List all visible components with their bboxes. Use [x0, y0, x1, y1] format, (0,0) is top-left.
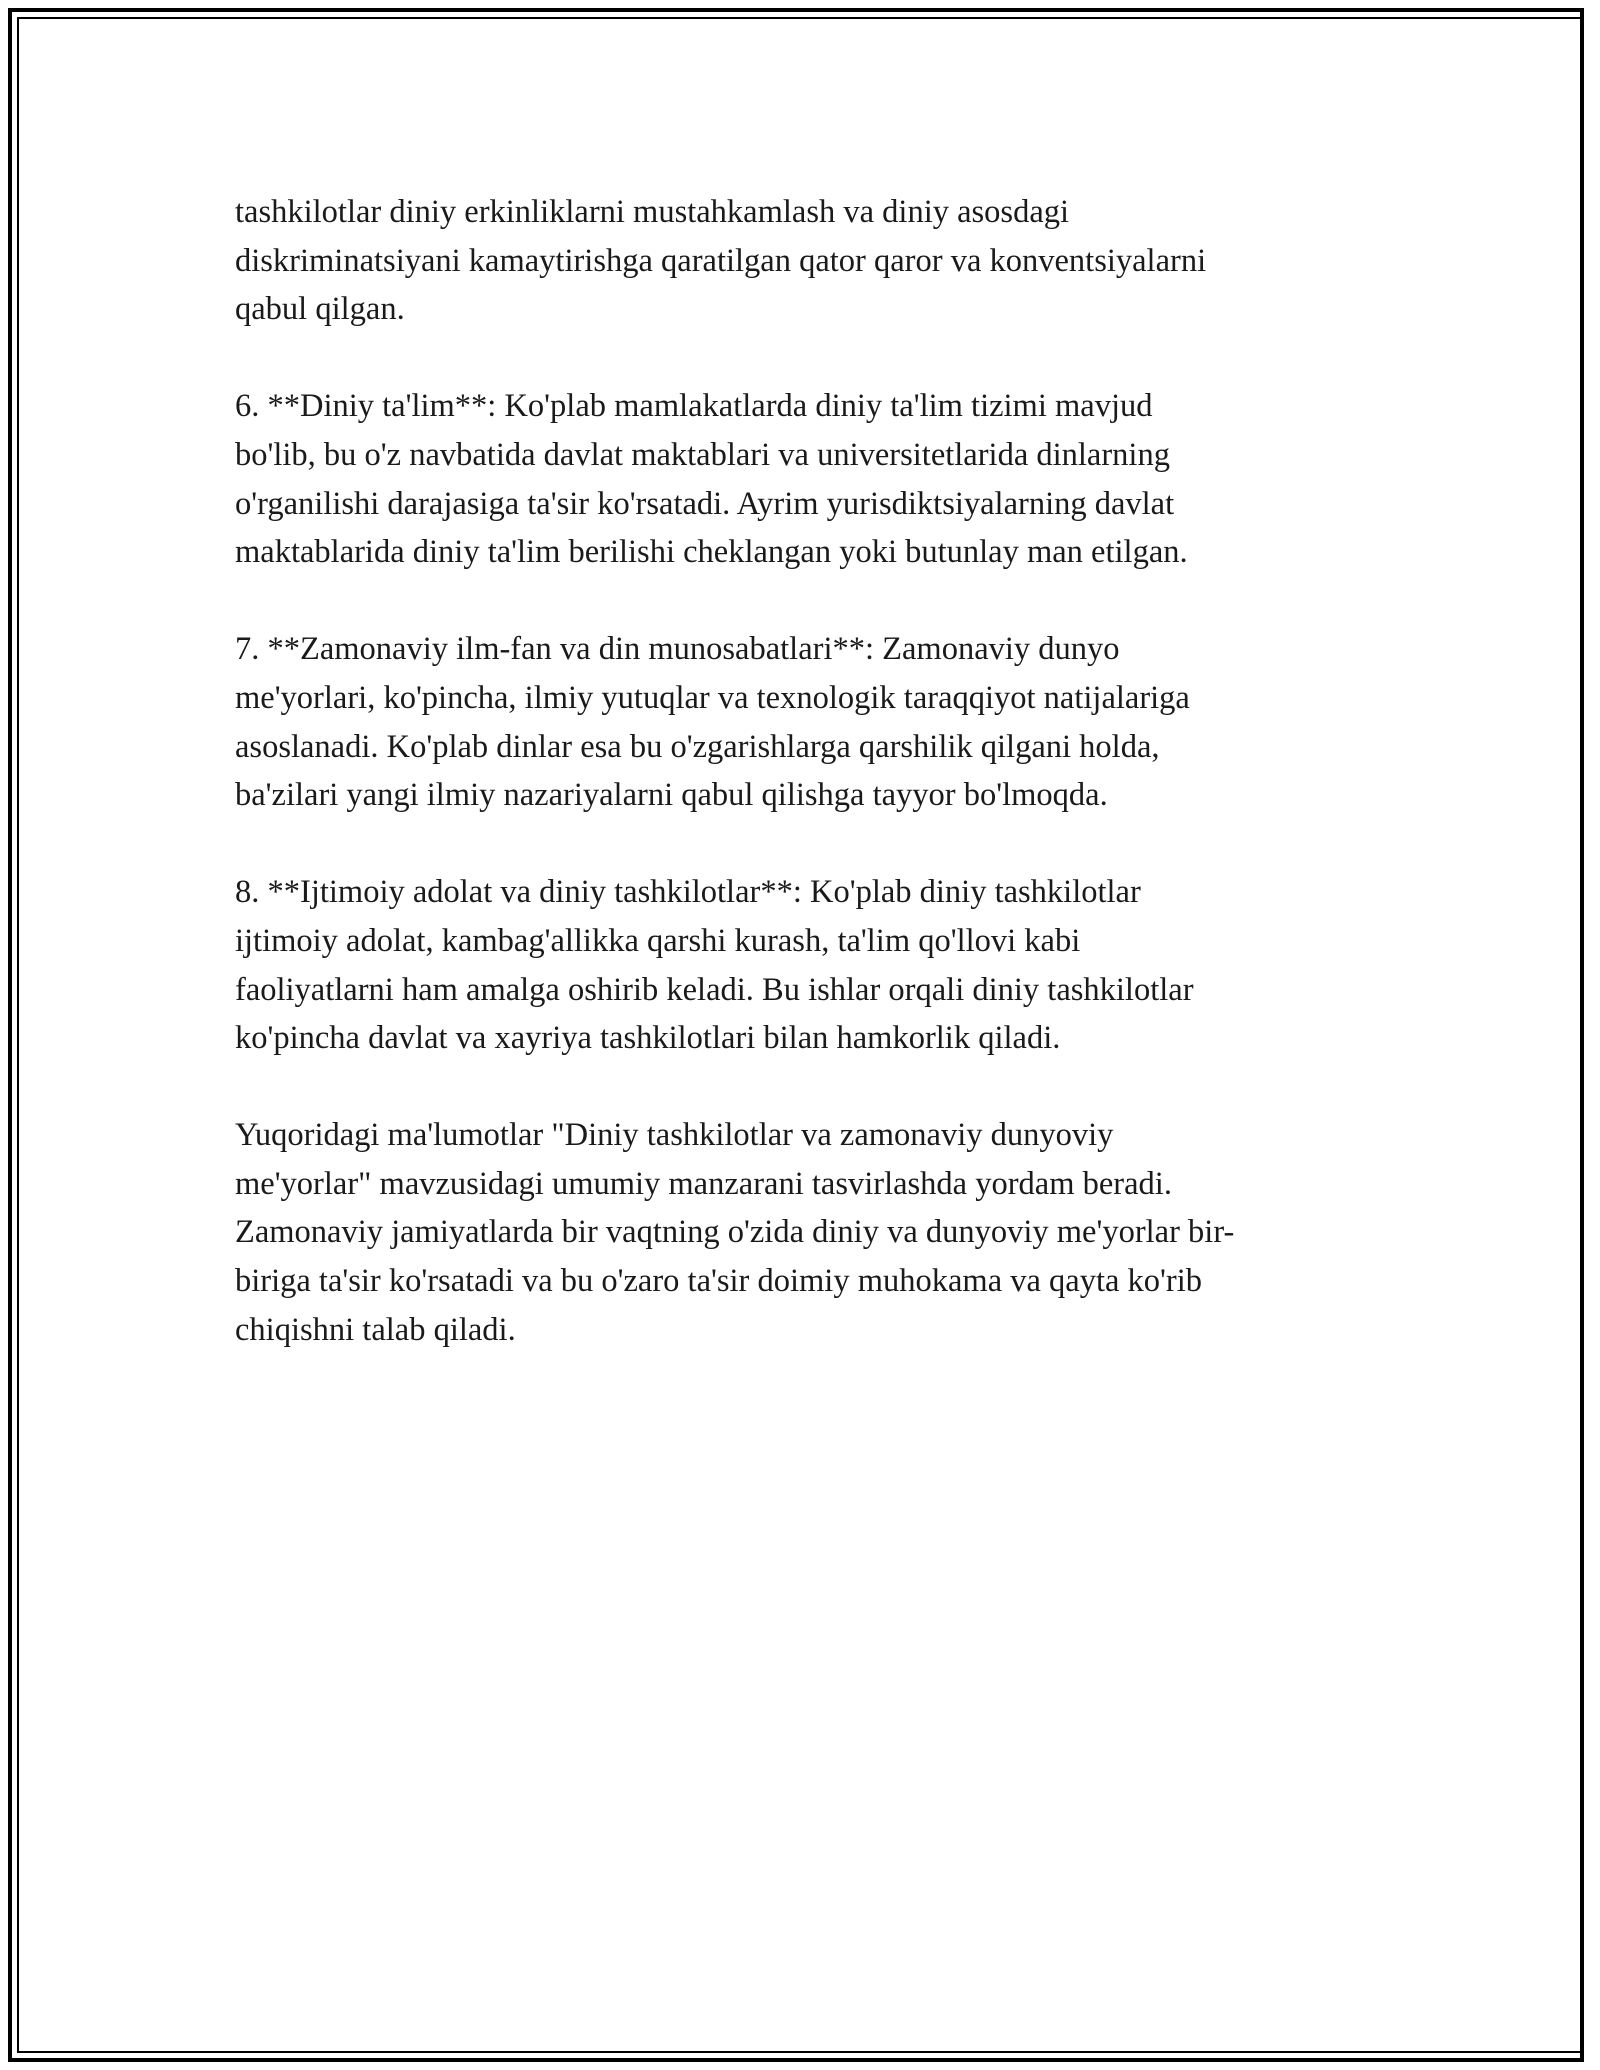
- paragraph-continuation: tashkilotlar diniy erkinliklarni mustahkamlash va diniy asosdagi diskriminatsiyani kamaytirishga qaratilgan qator qaror va konventsiyalarni qabul qilgan.: [235, 194, 1207, 328]
- paragraph-item-7: 7. **Zamonaviy ilm-fan va din munosabatlari**: Zamonaviy dunyo me'yorlari, ko'pincha, ilmiy yutuqlar va texnologik taraqqiyot natijalariga asoslanadi. Ko'plab dinlar esa bu o'zgarishlarga qarshilik qilgani holda, ba'zilari yangi ilmiy nazariyalarni qabul qilishga tayyor bo'lmoqda.: [235, 631, 1190, 814]
- paragraph-conclusion: Yuqoridagi ma'lumotlar "Diniy tashkilotlar va zamonaviy dunyoviy me'yorlar" mavzusidagi umumiy manzarani tasvirlashda yordam beradi. Zamonaviy jamiyatlarda bir vaqtning o'zida diniy va dunyoviy me'yorlar bir- biriga ta'sir ko'rsatadi va bu o'zaro ta'sir doimiy muhokama va qayta ko'rib chiqishni talab qiladi.: [235, 1117, 1235, 1348]
- paragraph-item-6: 6. **Diniy ta'lim**: Ko'plab mamlakatlarda diniy ta'lim tizimi mavjud bo'lib, bu o'z navbatida davlat maktablari va universitetlarida dinlarning o'rganilishi darajasiga ta'sir ko'rsatadi. Ayrim yurisdiktsiyalarning davlat maktablarida diniy ta'lim berilishi cheklangan yoki butunlay man etilgan.: [235, 388, 1188, 571]
- paragraph-item-8: 8. **Ijtimoiy adolat va diniy tashkilotlar**: Ko'plab diniy tashkilotlar ijtimoiy adolat, kambag'allikka qarshi kurash, ta'lim qo'llovi kabi faoliyatlarni ham amalga oshirib keladi. Bu ishlar orqali diniy tashkilotlar ko'pincha davlat va xayriya tashkilotlari bilan hamkorlik qiladi.: [235, 874, 1194, 1057]
- document-body: [235, 188, 1375, 1403]
